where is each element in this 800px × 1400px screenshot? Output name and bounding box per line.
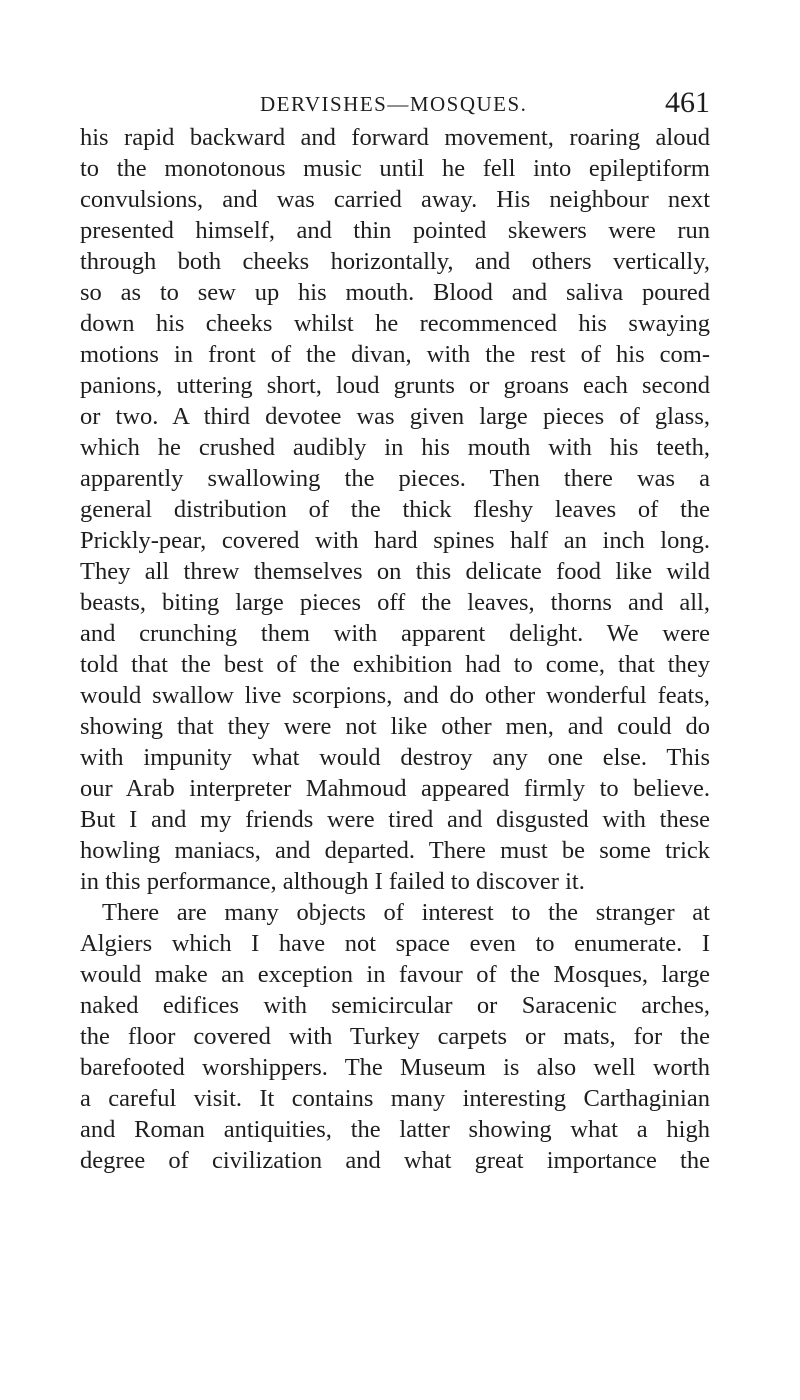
text-line: beasts, biting large pieces off the leaves, thorns and all, (80, 589, 710, 616)
body-text (80, 122, 710, 1176)
text-line: degree of civilization and what great importance the (80, 1147, 710, 1174)
text-line: naked edifices with semicircular or Saracenic arches, (80, 992, 710, 1019)
text-line: convulsions, and was carried away. His neighbour next (80, 186, 710, 213)
text-line: and Roman antiquities, the latter showing what a high (80, 1116, 710, 1143)
text-line: general distribution of the thick fleshy leaves of the (80, 496, 710, 523)
text-line: panions, uttering short, loud grunts or groans each second (80, 372, 710, 399)
text-line: But I and my friends were tired and disgusted with these (80, 806, 710, 833)
text-line: through both cheeks horizontally, and others vertically, (80, 248, 710, 275)
text-line: apparently swallowing the pieces. Then there was a (80, 465, 710, 492)
text-line: howling maniacs, and departed. There must be some trick (80, 837, 710, 864)
text-line: presented himself, and thin pointed skewers were run (80, 217, 710, 244)
text-line: or two. A third devotee was given large pieces of glass, (80, 403, 710, 430)
text-line: down his cheeks whilst he recommenced his swaying (80, 310, 710, 337)
text-line: so as to sew up his mouth. Blood and saliva poured (80, 279, 710, 306)
text-line: a careful visit. It contains many interesting Carthaginian (80, 1085, 710, 1112)
text-line: Algiers which I have not space even to enumerate. I (80, 930, 710, 957)
text-line: and crunching them with apparent delight. We were (80, 620, 710, 647)
text-line: Prickly-pear, covered with hard spines half an inch long. (80, 527, 710, 554)
text-line: our Arab interpreter Mahmoud appeared firmly to believe. (80, 775, 710, 802)
text-line: which he crushed audibly in his mouth with his teeth, (80, 434, 710, 461)
text-line: showing that they were not like other men, and could do (80, 713, 710, 740)
text-line: would make an exception in favour of the Mosques, large (80, 961, 710, 988)
text-line: told that the best of the exhibition had to come, that they (80, 651, 710, 678)
text-line: in this performance, although I failed to discover it. (80, 868, 585, 895)
text-line: with impunity what would destroy any one else. This (80, 744, 710, 771)
page-header (80, 86, 710, 126)
text-line: to the monotonous music until he fell into epileptiform (80, 155, 710, 182)
page-number: 461 (665, 86, 710, 119)
text-line: his rapid backward and forward movement, roaring aloud (80, 124, 710, 151)
running-head: DERVISHES—MOSQUES. (260, 92, 528, 116)
text-line: There are many objects of interest to the stranger at (102, 899, 710, 926)
text-line: would swallow live scorpions, and do other wonderful feats, (80, 682, 710, 709)
text-line: motions in front of the divan, with the rest of his com- (80, 341, 710, 368)
text-line: They all threw themselves on this delicate food like wild (80, 558, 710, 585)
text-line: the floor covered with Turkey carpets or mats, for the (80, 1023, 710, 1050)
text-line: barefooted worshippers. The Museum is also well worth (80, 1054, 710, 1081)
